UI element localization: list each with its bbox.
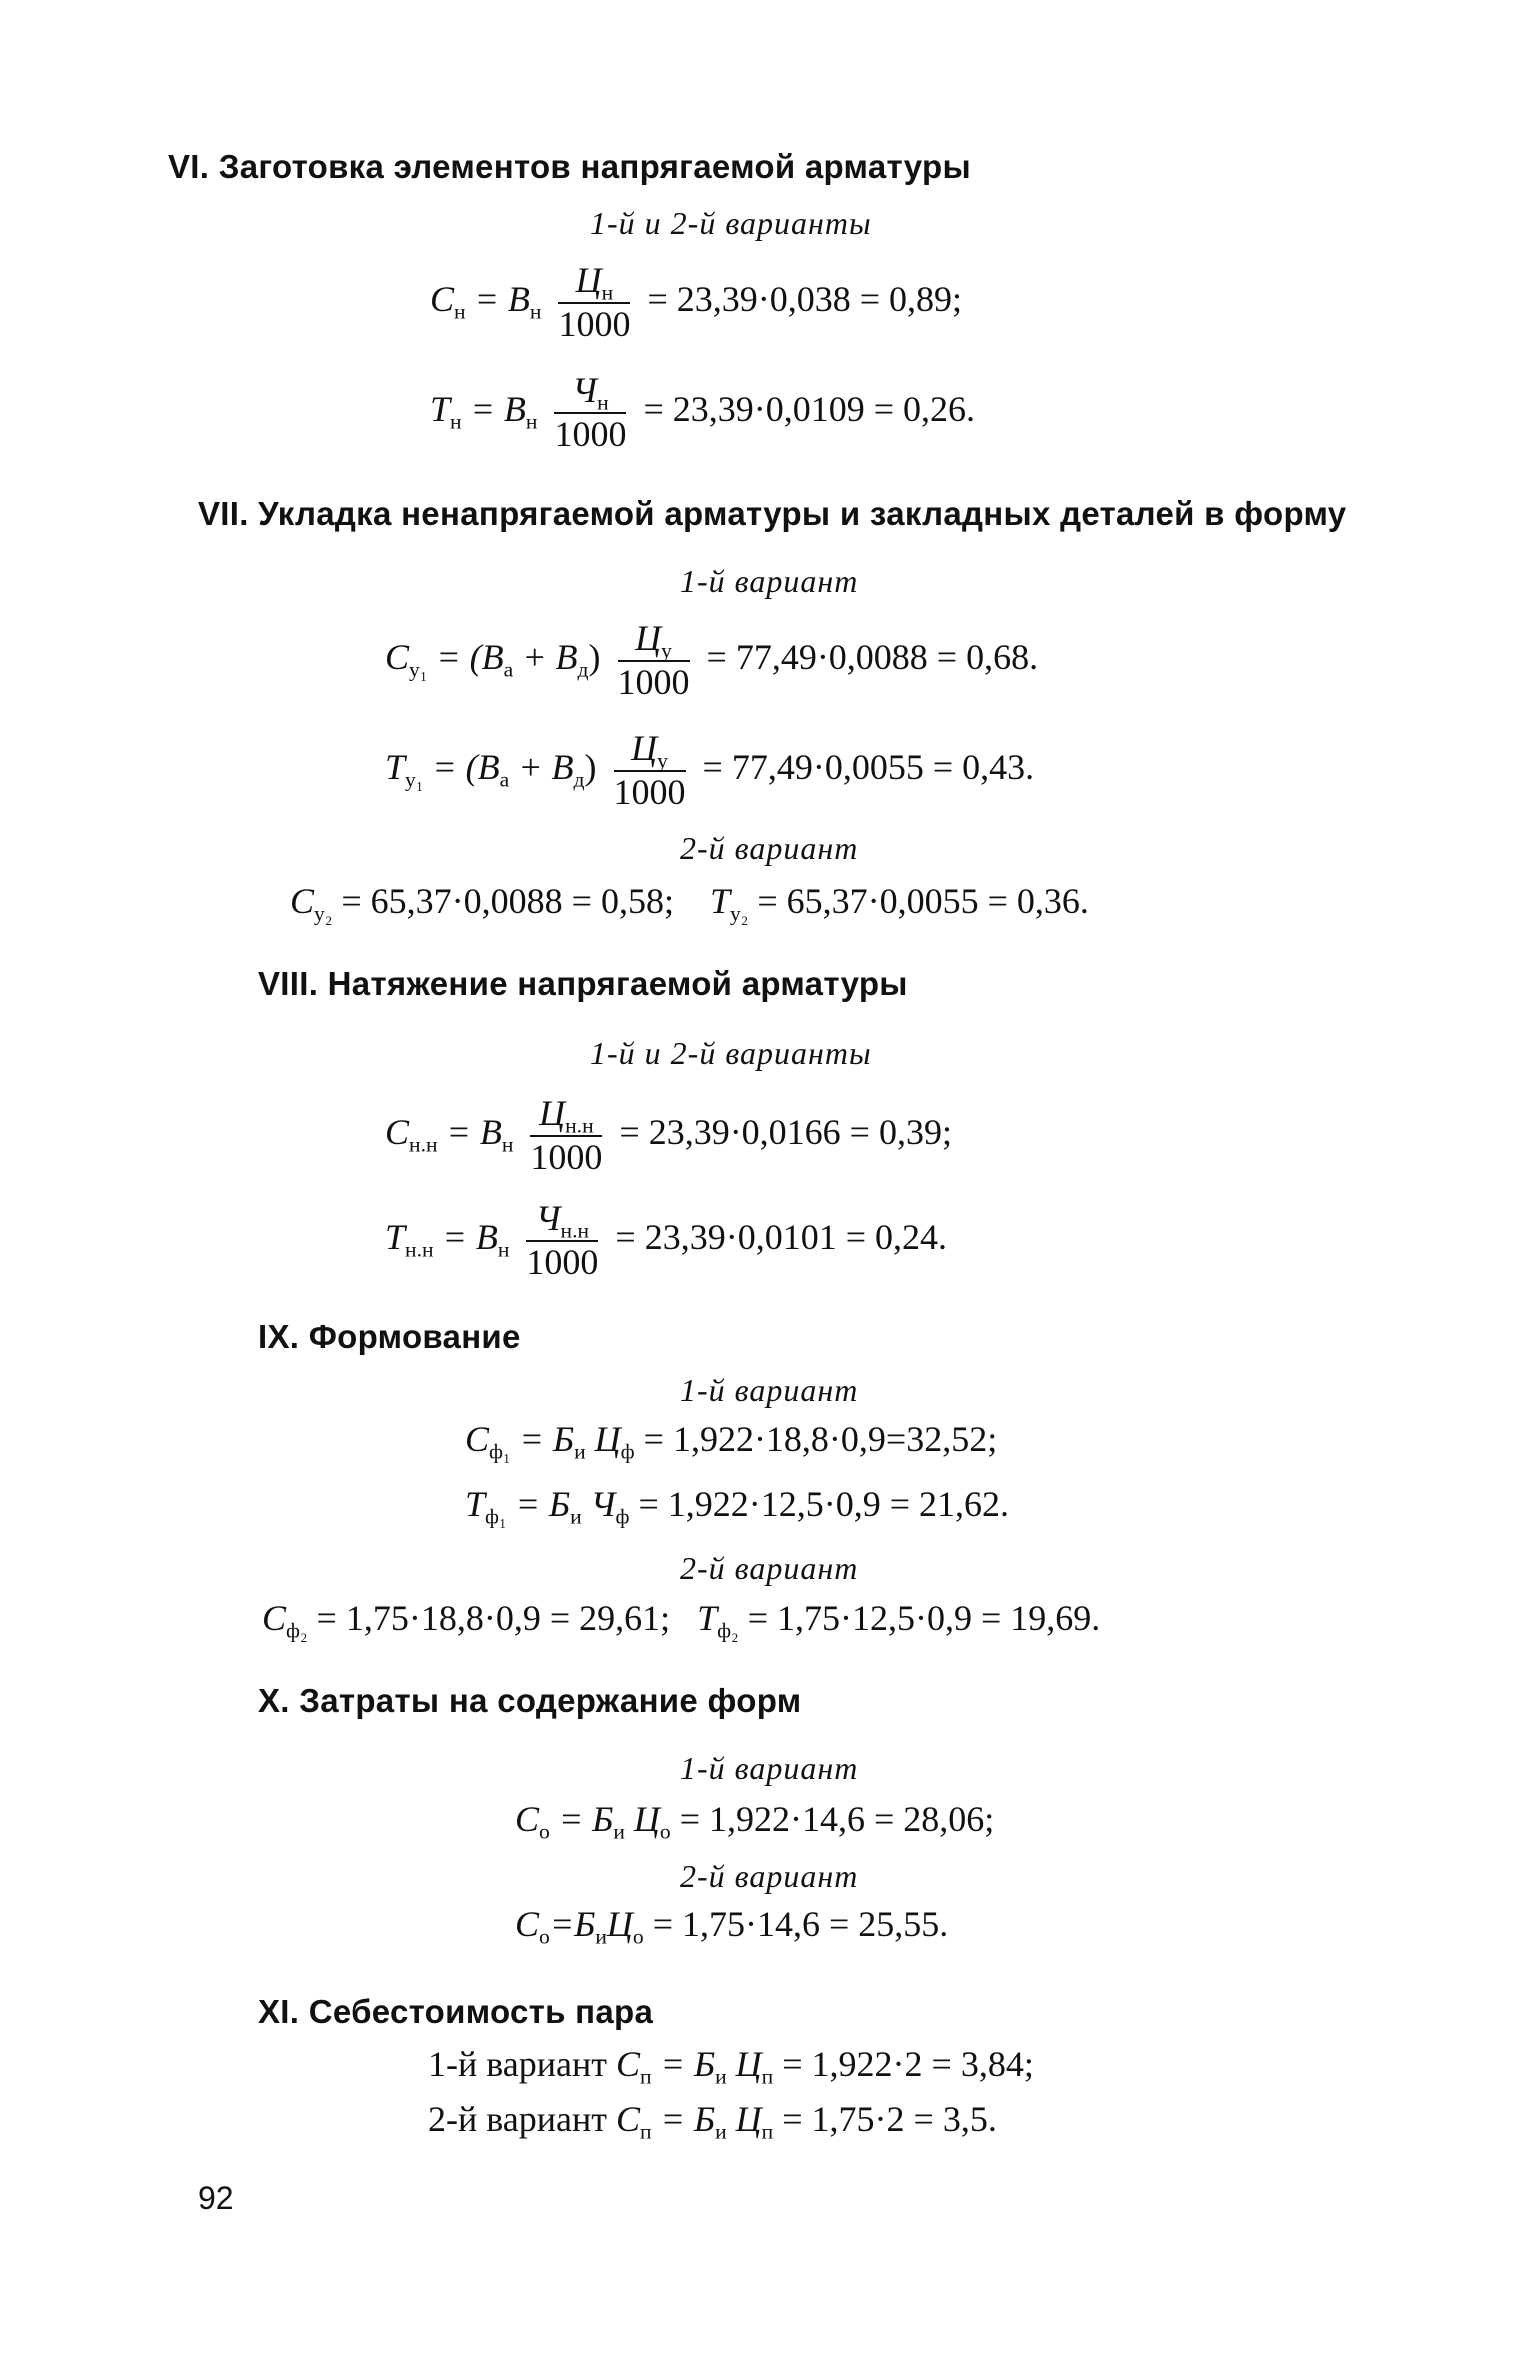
formula-vii-3: $С_{у_2} = 65,37\cdot 0,0088 = 0,58$; $Т_{у_2} = 65,37\cdot 0,0055 = 0,36$. <box>290 881 1089 926</box>
formula-viii-1: $С_{н.н} = В_н$ $\frac{Ц_{н.н}}{1000}$ = 23,39·0,0166 = 0,39; <box>385 1093 952 1177</box>
formula-ix-2: $Т_{ф_1} = Б_и$ $Ч_ф = 1,922\cdot 12,5\cdot 0,9 = 21,62$. <box>465 1484 1010 1529</box>
variant-label: 1-й и 2-й варианты <box>590 1035 872 1071</box>
formula-x-1: $С_о = Б_и$ $Ц_о = 1,922\cdot 14,6 = 28,06$; <box>515 1799 995 1844</box>
formula-ix-1: $С_{ф_1} = Б_и$ $Ц_ф = 1,922\cdot 18,8\cdot 0,9=32,52$; <box>465 1419 998 1464</box>
variant-label: 2-й вариант <box>680 1858 859 1894</box>
formula-vi-2: $Т_н = В_н$ $\frac{Ч_н}{1000}$ = 23,39·0,0109 = 0,26. <box>430 370 976 454</box>
formula-vi-1: $С_н = В_н$ $\frac{Ц_н}{1000}$ = 23,39·0,038 = 0,89; <box>430 260 963 344</box>
variant-label: 1-й вариант <box>680 563 859 599</box>
formula-vii-1: $С_{у_1} = (В_а + В_д)$ $\frac{Ц_у}{1000}$ = 77,49·0,0088 = 0,68. <box>385 618 1039 702</box>
variant-label: 2-й вариант <box>680 1550 859 1586</box>
variant-label: 1-й вариант <box>680 1750 859 1786</box>
section-heading-viii: VIII. Натяжение напрягаемой арматуры <box>258 965 908 1002</box>
section-heading-ix: IX. Формование <box>258 1318 521 1355</box>
variant-label: 1-й и 2-й варианты <box>590 205 872 241</box>
formula-vii-2: $Т_{у_1} = (В_а + В_д)$ $\frac{Ц_у}{1000}$ = 77,49·0,0055 = 0,43. <box>385 728 1035 812</box>
formula-xi-1: 1-й вариант $С_п = Б_и$ $Ц_п = 1,922\cdot 2 = 3,84$; <box>428 2044 1034 2089</box>
formula-viii-2: $Т_{н.н} = В_н$ $\frac{Ч_{н.н}}{1000}$ = 23,39·0,0101 = 0,24. <box>385 1198 947 1282</box>
section-heading-x: X. Затраты на содержание форм <box>258 1682 802 1719</box>
section-heading-xi: XI. Себестоимость пара <box>258 1993 654 2030</box>
section-heading-vii: VII. Укладка ненапрягаемой арматуры и закладных деталей в форму <box>198 495 1347 532</box>
formula-xi-2: 2-й вариант $С_п = Б_и$ $Ц_п = 1,75\cdot 2 = 3,5$. <box>428 2099 997 2144</box>
section-heading-vi: VI. Заготовка элементов напрягаемой арматуры <box>168 148 971 185</box>
variant-label: 1-й вариант <box>680 1372 859 1408</box>
formula-x-2: $С_о=Б_иЦ_о = 1,75\cdot 14,6 = 25,55$. <box>515 1904 949 1949</box>
page-number: 92 <box>198 2180 234 2216</box>
formula-ix-3: $С_{ф_2} = 1,75\cdot 18,8\cdot 0,9 = 29,61$; $Т_{ф_2} = 1,75\cdot 12,5\cdot 0,9 = 19,69$. <box>262 1598 1101 1643</box>
variant-label: 2-й вариант <box>680 830 859 866</box>
